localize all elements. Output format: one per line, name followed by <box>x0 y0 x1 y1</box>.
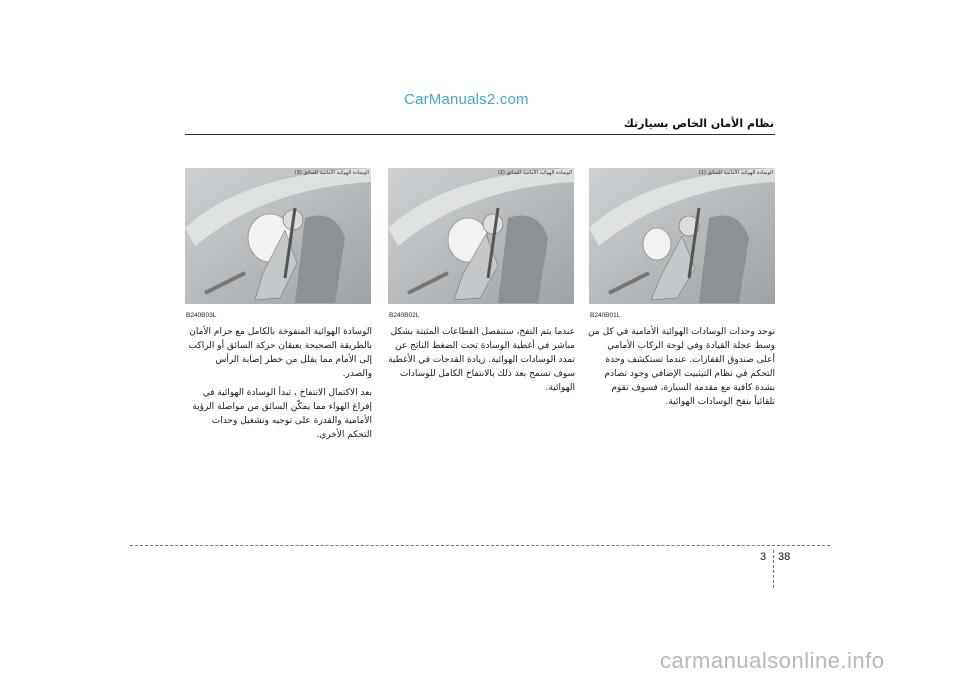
panel-caption: الوسادة الهوائية الأمامية للسائق (1) <box>698 170 773 176</box>
page-chapter: 3 <box>760 551 767 563</box>
paragraph-middle: عندما يتم النفخ، ستنفصل القطاعات المثبتة بشكل مباشر في أغطية الوسادة تحت الضغط الناتج عن تمدد الوسادات الهوائية. زيادة القدحات في الأغطية سوف تسمح بعد ذلك بالانتفاخ الكامل للوسادات الهوائية. <box>388 327 575 393</box>
footer-divider <box>773 550 774 588</box>
panel-caption: الوسادة الهوائية الأمامية للسائق (2) <box>497 170 572 176</box>
footer-rule <box>130 545 830 546</box>
panel-code: B240B02L <box>389 312 420 319</box>
panel-code: B240B03L <box>186 312 217 319</box>
airbag-illustration-1 <box>589 168 775 304</box>
header-rule <box>185 134 775 135</box>
watermark-bottom: carmanualsonline.info <box>660 648 885 673</box>
panel-code: B240B01L <box>590 312 621 319</box>
paragraph-left-2: بعد الاكتمال الانتفاخ ، تبدأ الوسادة الهوائية في إفراغ الهواء مما يمكّن السائق من مواصلة الرؤية الأمامية والقدرة على توجيه وتشغيل وحدات التحكم الأخرى. <box>192 388 372 440</box>
illustration-panel-3 <box>185 168 371 319</box>
paragraph-left-1: الوسادة الهوائية المنفوخة بالكامل مع حزام الأمان بالطريقة الصحيحة يعيقان حركة السائق أو الراكب إلى الأمام مما يقلل من خطر إصابة الرأس والصدر. <box>188 327 372 379</box>
illustration-panel-2 <box>388 168 574 319</box>
airbag-illustration-3 <box>185 168 371 304</box>
page-number: 38 <box>778 551 791 563</box>
illustration-panel-1 <box>589 168 775 319</box>
paragraph-right: توجد وحدات الوسادات الهوائية الأمامية في كل من وسط عجلة القيادة وفي لوحة الركاب الأمامي أعلى صندوق القفازات. عندما تستكشف وحدة التحكم في نظام التيثبيت الإضافي وجود تصادم بشدة كافية مع مقدمة السيارة، فسوف تقوم تلقائياً بنفخ الوسادات الهوائية. <box>588 327 775 407</box>
section-title: نظام الأمان الخاص بسيارتك <box>623 117 774 130</box>
panel-caption: الوسادة الهوائية الأمامية للسائق (3) <box>294 170 369 176</box>
airbag-illustration-2 <box>388 168 574 304</box>
watermark-top: CarManuals2.com <box>404 91 529 108</box>
